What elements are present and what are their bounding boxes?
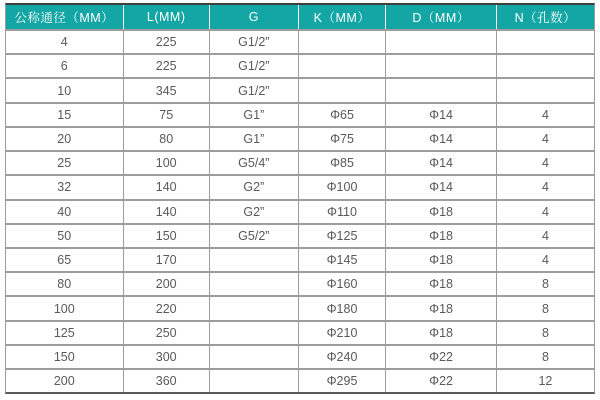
table-cell: Φ18 [386,272,497,296]
table-cell: 4 [496,200,594,224]
table-cell: Φ180 [298,296,386,320]
table-row [6,127,594,151]
table-row [6,321,594,345]
table-cell: Φ18 [386,296,497,320]
table-cell: Φ295 [298,369,386,392]
table-cell [386,54,497,78]
table-cell: 6 [6,54,123,78]
table-cell: 10 [6,78,123,102]
table-cell: 40 [6,200,123,224]
table-cell: 250 [123,321,209,345]
table-row [6,345,594,369]
table-cell [209,248,298,272]
table-cell: 50 [6,224,123,248]
table-cell: 150 [123,224,209,248]
table-cell: 32 [6,175,123,199]
table-cell: 150 [6,345,123,369]
table-cell: 4 [496,151,594,175]
table-cell [298,78,386,102]
table-cell: G1/2” [209,54,298,78]
table-cell: 170 [123,248,209,272]
table-cell: 15 [6,103,123,127]
table-cell: Φ210 [298,321,386,345]
table-header [6,5,594,30]
table-cell: Φ18 [386,200,497,224]
table-cell: 200 [6,369,123,392]
table-cell: 8 [496,321,594,345]
table-cell [496,30,594,54]
table-cell: 80 [123,127,209,151]
table-cell [298,54,386,78]
table-cell: G2” [209,200,298,224]
table-cell: Φ18 [386,224,497,248]
table-cell: Φ14 [386,151,497,175]
column-header: N（孔数） [496,5,594,30]
table-cell: 300 [123,345,209,369]
column-header: D（MM） [386,5,497,30]
table-cell: Φ65 [298,103,386,127]
table-row [6,200,594,224]
spec-table [6,5,594,392]
table-cell: 125 [6,321,123,345]
column-header: L(MM) [123,5,209,30]
table-cell: G5/4” [209,151,298,175]
table-cell: G2” [209,175,298,199]
table-cell: Φ125 [298,224,386,248]
table-cell [386,78,497,102]
table-cell [209,369,298,392]
table-cell: G1” [209,127,298,151]
table-cell: 140 [123,175,209,199]
table-cell: 140 [123,200,209,224]
table-cell: 80 [6,272,123,296]
table-cell: 345 [123,78,209,102]
table-cell: G1/2” [209,78,298,102]
table-row [6,103,594,127]
table-cell: 4 [6,30,123,54]
table-cell: Φ18 [386,321,497,345]
table-cell: 225 [123,54,209,78]
table-cell: Φ22 [386,369,497,392]
table-cell: 360 [123,369,209,392]
table-cell: 100 [123,151,209,175]
table-cell: 225 [123,30,209,54]
column-header: K（MM） [298,5,386,30]
table-cell: 8 [496,296,594,320]
table-cell: Φ145 [298,248,386,272]
table-body [6,30,594,392]
table-cell: Φ75 [298,127,386,151]
table-cell [496,78,594,102]
table-cell [496,54,594,78]
table-cell [209,272,298,296]
table-cell: Φ14 [386,103,497,127]
table-row [6,369,594,392]
table-cell: 4 [496,248,594,272]
table-cell: 20 [6,127,123,151]
table-cell: Φ160 [298,272,386,296]
table-cell: 75 [123,103,209,127]
table-row [6,175,594,199]
table-cell: Φ14 [386,175,497,199]
table-row [6,224,594,248]
table-cell: Φ110 [298,200,386,224]
table-cell: 4 [496,175,594,199]
table-cell: Φ22 [386,345,497,369]
table-cell: 4 [496,103,594,127]
table-cell: Φ240 [298,345,386,369]
table-cell: G1” [209,103,298,127]
table-cell: 4 [496,127,594,151]
table-cell: 8 [496,272,594,296]
table-cell: Φ18 [386,248,497,272]
table-cell: 4 [496,224,594,248]
table-row [6,78,594,102]
table-row [6,296,594,320]
table-row [6,272,594,296]
header-row [6,5,594,30]
table-row [6,151,594,175]
table-cell [298,30,386,54]
table-cell: Φ85 [298,151,386,175]
column-header: G [209,5,298,30]
table-cell [209,321,298,345]
table-cell: 12 [496,369,594,392]
table-cell: 220 [123,296,209,320]
table-cell: Φ100 [298,175,386,199]
table-cell [209,296,298,320]
table-row [6,54,594,78]
table-cell: G5/2” [209,224,298,248]
spec-table-container [5,3,595,394]
table-cell: 200 [123,272,209,296]
table-row [6,248,594,272]
table-cell: 65 [6,248,123,272]
table-cell [209,345,298,369]
table-cell: 25 [6,151,123,175]
table-row [6,30,594,54]
table-cell [386,30,497,54]
column-header: 公称通径（MM） [6,5,123,30]
table-cell: G1/2” [209,30,298,54]
table-cell: 100 [6,296,123,320]
table-cell: Φ14 [386,127,497,151]
table-cell: 8 [496,345,594,369]
